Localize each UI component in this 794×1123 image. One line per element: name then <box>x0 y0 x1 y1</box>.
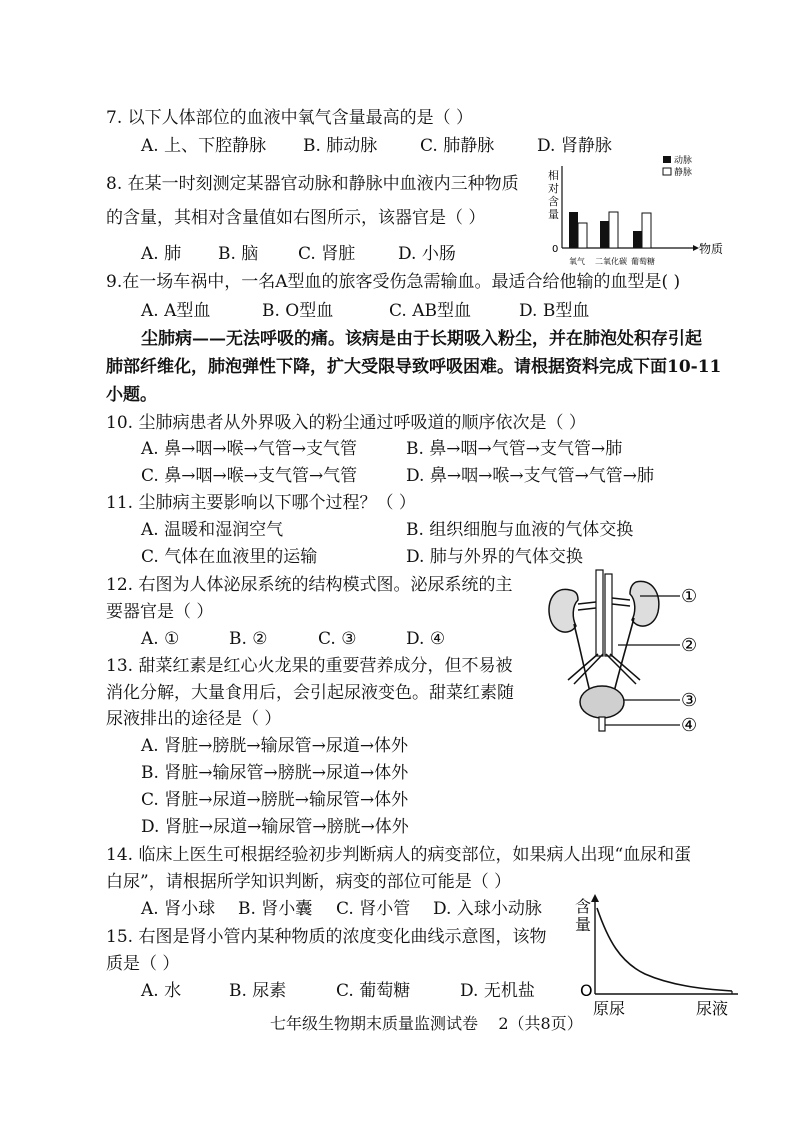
q13-option-b: B. 肾脏→输尿管→膀胱→尿道→体外 <box>141 763 409 783</box>
q11-option-c: C. 气体在血液里的运输 <box>141 547 318 567</box>
q9-option-b: B. O型血 <box>262 301 334 321</box>
q12-option-d: D. ④ <box>406 629 446 649</box>
urinary-system-diagram <box>540 568 710 740</box>
q8-option-b: B. 脑 <box>218 244 259 264</box>
q10-stem: 10. 尘肺病患者从外界吸入的粉尘通过呼吸道的顺序依次是（ ） <box>106 413 586 433</box>
q7-option-b: B. 肺动脉 <box>303 136 378 156</box>
q13-stem-line2: 消化分解，大量食用后，会引起尿液变色。甜菜红素随 <box>106 683 514 703</box>
chart-category-oxygen: 氧气 <box>569 257 585 266</box>
q9-stem: 9.在一场车祸中，一名A型血的旅客受伤急需输血。最适合给他输的血型是( ) <box>106 272 681 292</box>
urethra <box>599 717 605 731</box>
bar-co2-artery <box>600 221 609 248</box>
q15-concentration-graph <box>560 890 750 1020</box>
legend-artery-label: 动脉 <box>674 156 693 166</box>
chart-category-glucose: 葡萄糖 <box>631 257 655 266</box>
q13-option-d: D. 肾脏→尿道→输尿管→膀胱→体外 <box>141 817 409 837</box>
concentration-curve <box>597 908 732 991</box>
label-3: ③ <box>681 690 698 711</box>
q9-option-c: C. AB型血 <box>389 301 471 321</box>
q13-stem-line3: 尿液排出的途径是（ ） <box>106 709 282 729</box>
page-footer: 七年级生物期末质量监测试卷 2（共8页） <box>270 1014 583 1033</box>
q9-option-a: A. A型血 <box>141 301 211 321</box>
q12-option-a: A. ① <box>141 629 180 649</box>
q8-option-d: D. 小肠 <box>398 244 456 264</box>
q13-stem-line1: 13. 甜菜红素是红心火龙果的重要营养成分，但不易被 <box>106 656 513 676</box>
q14-option-b: B. 肾小囊 <box>238 899 313 919</box>
graph-x-end: 尿液 <box>696 999 729 1018</box>
chart-ylabel-3: 含 <box>548 195 559 208</box>
chart-xlabel: 物质 <box>699 242 724 256</box>
q12-option-b: B. ② <box>229 629 268 649</box>
q11-option-d: D. 肺与外界的气体交换 <box>406 547 583 567</box>
chart-origin: 0 <box>552 244 559 255</box>
bar-oxygen-vein <box>578 223 587 248</box>
q12-stem-line1: 12. 右图为人体泌尿系统的结构模式图。泌尿系统的主 <box>106 575 513 595</box>
label-1: ① <box>681 586 698 607</box>
graph-y-arrow <box>591 894 599 902</box>
q14-stem-line2: 白尿”，请根据所学知识判断，病变的部位可能是（ ） <box>106 872 512 892</box>
q9-option-d: D. B型血 <box>519 301 590 321</box>
q14-stem-line1: 14. 临床上医生可根据经验初步判断病人的病变部位，如果病人出现“血尿和蛋 <box>106 845 692 865</box>
vena-cava <box>605 574 612 656</box>
q15-option-d: D. 无机盐 <box>460 981 535 1001</box>
q11-option-b: B. 组织细胞与血液的气体交换 <box>406 520 634 540</box>
legend-vein-label: 静脉 <box>674 168 693 178</box>
iliac-vessels <box>568 654 640 684</box>
legend-artery-swatch <box>663 156 671 163</box>
chart-ylabel-2: 对 <box>548 182 559 195</box>
passage-line3: 小题。 <box>106 385 157 405</box>
q12-stem-line2: 要器官是（ ） <box>106 602 214 622</box>
q14-option-c: C. 肾小管 <box>336 899 411 919</box>
passage-line1: 尘肺病——无法呼吸的痛。该病是由于长期吸入粉尘，并在肺泡处积存引起 <box>141 329 702 349</box>
q7-option-a: A. 上、下腔静脉 <box>141 136 267 156</box>
q15-option-c: C. 葡萄糖 <box>336 981 411 1001</box>
graph-x-start: 原尿 <box>593 999 626 1018</box>
legend-vein-swatch <box>663 168 671 175</box>
passage-line2: 肺部纤维化，肺泡弹性下降，扩大受限导致呼吸困难。请根据资料完成下面10-11 <box>106 357 722 377</box>
bar-glucose-artery <box>633 231 642 248</box>
q13-option-c: C. 肾脏→尿道→膀胱→输尿管→体外 <box>141 790 409 810</box>
bar-oxygen-artery <box>569 212 578 248</box>
q10-option-c: C. 鼻→咽→喉→支气管→气管 <box>141 466 358 486</box>
chart-category-co2: 二氧化碳 <box>595 257 627 266</box>
bladder <box>580 686 624 718</box>
q10-option-b: B. 鼻→咽→气管→支气管→肺 <box>406 439 623 459</box>
q14-option-a: A. 肾小球 <box>141 899 216 919</box>
bar-co2-vein <box>609 212 618 248</box>
q10-option-a: A. 鼻→咽→喉→气管→支气管 <box>141 439 358 459</box>
right-ureter <box>614 618 634 692</box>
q13-option-a: A. 肾脏→膀胱→输尿管→尿道→体外 <box>141 736 409 756</box>
q8-bar-chart <box>545 152 725 270</box>
label-2: ② <box>681 635 698 656</box>
q7-option-c: C. 肺静脉 <box>420 136 495 156</box>
label-4: ④ <box>681 715 698 736</box>
aorta <box>596 570 603 656</box>
graph-origin: O <box>580 981 593 1000</box>
chart-ylabel-1: 相 <box>548 169 559 182</box>
q12-option-c: C. ③ <box>318 629 357 649</box>
q8-option-c: C. 肾脏 <box>298 244 356 264</box>
q7-option-d: D. 肾静脉 <box>537 136 612 156</box>
q10-option-d: D. 鼻→咽→喉→支气管→气管→肺 <box>406 466 655 486</box>
graph-ylabel-1: 含 <box>575 897 592 916</box>
bar-glucose-vein <box>642 213 651 248</box>
q11-option-a: A. 温暖和湿润空气 <box>141 520 284 540</box>
q11-stem: 11. 尘肺病主要影响以下哪个过程？（ ） <box>106 493 416 513</box>
q15-option-b: B. 尿素 <box>229 981 287 1001</box>
q8-stem-line2: 的含量，其相对含量值如右图所示，该器官是（ ） <box>106 208 486 228</box>
q15-option-a: A. 水 <box>141 981 182 1001</box>
q14-option-d: D. 入球小动脉 <box>433 899 542 919</box>
q8-stem-line1: 8. 在某一时刻测定某器官动脉和静脉中血液内三种物质 <box>106 174 519 194</box>
graph-ylabel-2: 量 <box>575 915 592 934</box>
q8-option-a: A. 肺 <box>141 244 182 264</box>
q15-stem-line2: 质是（ ） <box>106 954 180 974</box>
renal-vessels <box>578 598 630 610</box>
q7-stem: 7. 以下人体部位的血液中氧气含量最高的是（ ） <box>106 108 474 128</box>
q15-stem-line1: 15. 右图是肾小管内某种物质的浓度变化曲线示意图，该物 <box>106 927 547 947</box>
chart-ylabel-4: 量 <box>548 208 559 221</box>
